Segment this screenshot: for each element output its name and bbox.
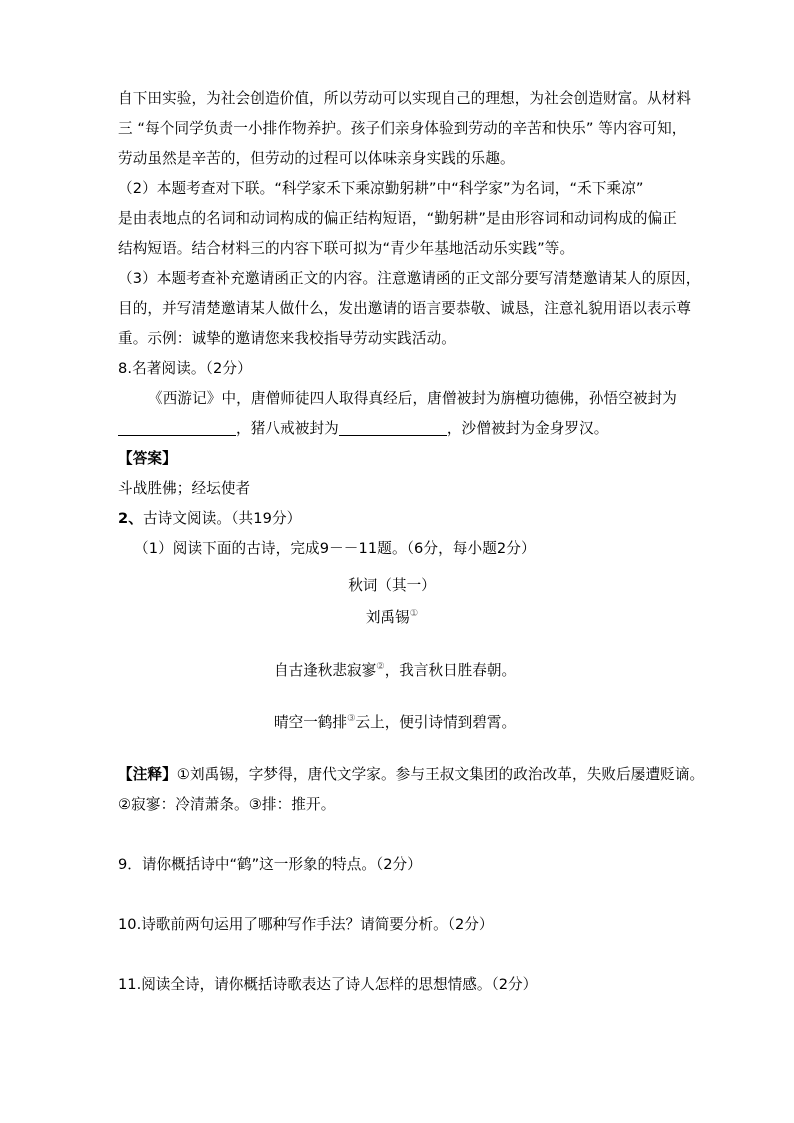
page-content <box>118 84 705 1000</box>
notes-line-1 <box>118 760 705 790</box>
section-2-number: 2、 <box>118 510 143 527</box>
section-2-title: 古诗文阅读。（共19分） <box>142 510 302 527</box>
paragraph-answer-2 <box>118 174 676 264</box>
paragraph-line: （2）本题考查对下联。“科学家禾下乘凉勤躬耕”中“科学家”为名词，“禾下乘凉” <box>118 180 644 197</box>
fill-in-blank-2[interactable] <box>339 435 447 436</box>
question-9: 9．请你概括诗中“鹤”这一形象的特点。（2分） <box>118 856 422 873</box>
question-8-body-segment: ，沙僧被封为金身罗汉。 <box>446 420 609 437</box>
footnote-marker-3: ③ <box>346 713 356 725</box>
question-8-body-line-1: 《西游记》中，唐僧师徒四人取得真经后，唐僧被封为旃檀功德佛，孙悟空被封为 <box>148 390 677 407</box>
paragraph-line: 自下田实验，为社会创造价值，所以劳动可以实现自己的理想，为社会创造财富。从材料 <box>118 90 692 107</box>
paragraph-line: 劳动虽然是辛苦的，但劳动的过程可以体味亲身实践的乐趣。 <box>118 150 515 167</box>
paragraph-line: （3）本题考查补充邀请函正文的内容。注意邀请函的正文部分要写清楚邀请某人的原因， <box>118 270 701 287</box>
notes-line-2: ②寂寥：冷清萧条。③排：推开。 <box>118 796 336 813</box>
answer-text: 斗战胜佛；经坛使者 <box>118 480 251 497</box>
footnote-marker-2: ② <box>376 661 385 673</box>
poem-line-segment: ，我言秋日胜春朝。 <box>384 662 517 679</box>
paragraph-line: 重。示例：诚挚的邀请您来我校指导劳动实践活动。 <box>118 330 456 347</box>
section-2-heading <box>118 504 676 534</box>
answer-block <box>118 444 676 504</box>
paragraph-line: 是由表地点的名词和动词构成的偏正结构短语，“勤躬耕”是由形容词和动词构成的偏正 <box>118 210 677 227</box>
question-10: 10.诗歌前两句运用了哪种写作手法？请简要分析。（2分） <box>118 916 494 933</box>
question-8-body-segment: ，猪八戒被封为 <box>236 420 339 437</box>
spacer <box>118 820 676 850</box>
paragraph-line: 结构短语。结合材料三的内容下联可拟为“青少年基地活动乐实践”等。 <box>118 240 575 257</box>
notes-label: 【注释】 <box>118 766 177 783</box>
poem-line-segment: 自古逢秋悲寂寥 <box>274 662 377 679</box>
paragraph-continuation <box>118 84 692 174</box>
fill-in-blank-1[interactable] <box>118 435 236 436</box>
footnote-marker-1: ① <box>409 608 419 620</box>
section-2-instruction: （1）阅读下面的古诗，完成9－－11题。（6分，每小题2分） <box>134 540 536 557</box>
paragraph-line: 目的，并写清楚邀请某人做什么，发出邀请的语言要恭敬、诚恳，注意礼貌用语以表示尊 <box>118 300 692 317</box>
spacer <box>118 738 676 760</box>
poem-author <box>118 602 676 634</box>
poem-line-segment: 晴空一鹤排 <box>274 714 347 731</box>
spacer <box>118 880 676 910</box>
poem-line <box>118 708 676 738</box>
poem-line <box>118 656 676 686</box>
poem-line-segment: 云上，便引诗情到碧霄。 <box>355 714 517 731</box>
answer-label: 【答案】 <box>118 450 177 467</box>
question-8-block <box>118 354 676 444</box>
paragraph-line: 三 “每个同学负责一小排作物养护。孩子们亲身体验到劳动的辛苦和快乐” 等内容可知， <box>118 120 687 137</box>
spacer <box>118 686 676 708</box>
spacer <box>118 634 676 656</box>
poem-block <box>118 570 676 738</box>
poem-title: 秋词（其一） <box>348 577 436 594</box>
poem-author-name: 刘禹锡 <box>365 609 410 626</box>
paragraph-answer-3 <box>118 264 701 354</box>
notes-block <box>118 760 705 820</box>
question-11: 11.阅读全诗，请你概括诗歌表达了诗人怎样的思想情感。（2分） <box>118 976 538 993</box>
question-8-body-line-2 <box>118 414 676 444</box>
notes-text: ①刘禹锡，字梦得，唐代文学家。参与王叔文集团的政治改革，失败后屡遭贬谪。 <box>176 766 705 783</box>
spacer <box>118 940 676 970</box>
question-8-heading: 8.名著阅读。（2分） <box>118 360 252 377</box>
